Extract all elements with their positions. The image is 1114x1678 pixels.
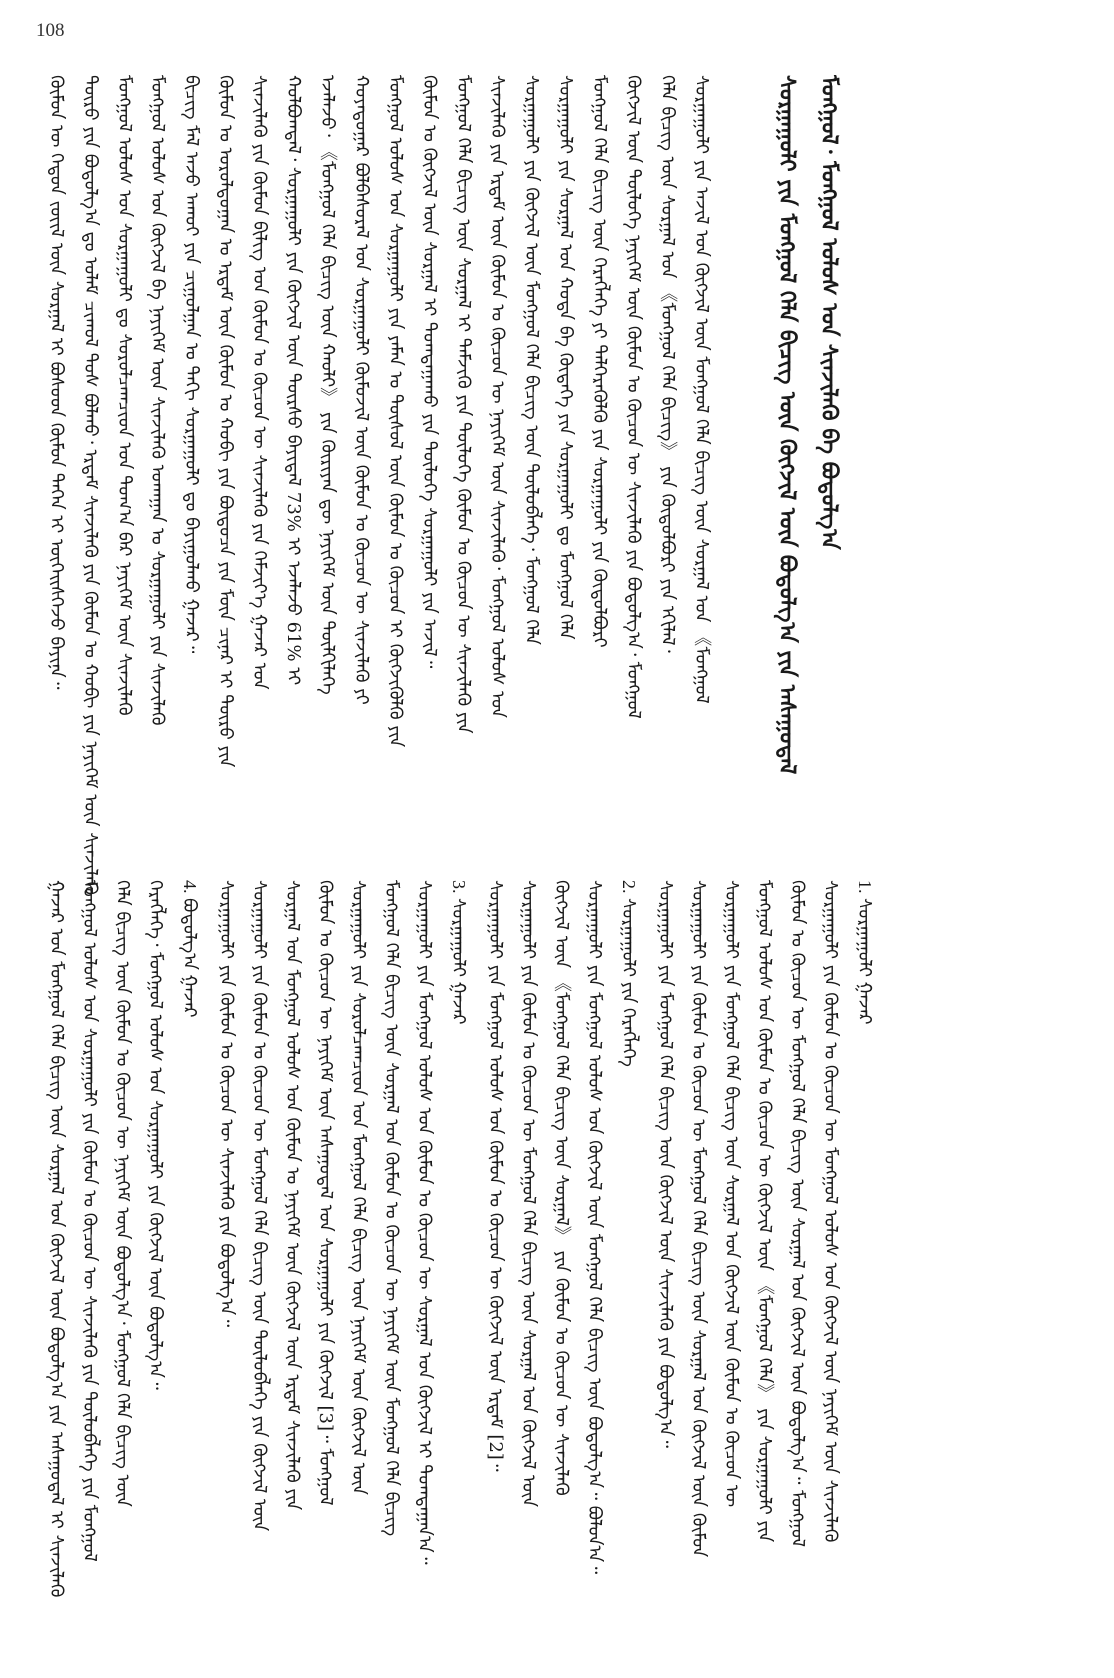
- text-column: ᠰᠤᠷᠭᠠᠭᠤᠯᠢ ᠶᠢᠨ ᠮᠣᠩᠭᠣᠯ ᠤᠯᠤᠰ ᠤᠨ ᠬᠦᠮᠦᠨ ᠤ ᠬᠦᠴᠦᠨ ᠦ ᠰᠤᠷᠭᠠᠯ ᠤᠨ ᠬᠥᠭᠵᠢᠯ ᠢ ᠲᠣᠭᠲᠠᠭᠠᠨ᠎ᠠ᠃: [414, 880, 435, 1565]
- text-column: ᠰᠤᠷᠭᠠᠭᠤᠯᠢ ᠶᠢᠨ ᠬᠦᠮᠦᠨ ᠤ ᠬᠦᠴᠦᠨ ᠦ ᠮᠣᠩᠭᠣᠯ ᠤᠯᠤᠰ ᠤᠨ ᠬᠥᠭᠵᠢᠯ ᠦᠨ ᠨᠡᠶᠢᠭᠡᠮ ᠦᠨ ᠰᠢᠨᠵᠢᠯᠡᠬᠦ: [820, 880, 841, 1543]
- text-column: ᠰᠤᠷᠭᠠᠭᠤᠯᠢ ᠶᠢᠨ ᠠᠵᠢᠯ ᠤᠨ ᠬᠥᠭᠵᠢᠯ ᠦᠨ ᠮᠣᠩᠭᠣᠯ ᠬᠡᠯᠡ ᠪᠢᠴᠢᠭ᠌ ᠦᠨ ᠰᠤᠷᠭᠠᠯ ᠤᠨ 《ᠮᠣᠩᠭᠣᠯ: [691, 75, 712, 704]
- text-column: ᠬᠣᠯᠪᠣᠭᠳᠠᠯ᠂ ᠰᠤᠷᠭᠠᠭᠤᠯᠢ ᠶᠢᠨ ᠬᠥᠭᠵᠢᠯ ᠦᠨ ᠳᠦᠷᠰᠦ ᠪᠠᠶᠢᠳᠠᠯ 73% ᠢ ᠡᠵᠡᠯᠡᠵᠦ 61% ᠢ: [283, 75, 304, 686]
- text-column: ᠰᠤᠷᠭᠠᠭᠤᠯᠢ ᠶᠢᠨ ᠬᠦᠮᠦᠨ ᠤ ᠬᠦᠴᠦᠨ ᠦ ᠮᠣᠩᠭᠣᠯ ᠬᠡᠯᠡ ᠪᠢᠴᠢᠭ᠌ ᠦᠨ ᠰᠤᠷᠭᠠᠯ ᠤᠨ ᠬᠥᠭᠵᠢᠯ ᠦᠨ ᠬᠦᠮᠦᠨ: [688, 880, 709, 1558]
- section-heading: 1. ᠰᠤᠷᠭᠠᠭᠤᠯᠢ ᠭᠠᠵᠠᠷ: [855, 880, 875, 1025]
- text-column: ᠬᠣᠶᠠᠳᠤᠭᠠᠷ ᠪᠣᠯᠪᠠᠰᠤᠷᠠᠯ ᠤᠨ ᠰᠤᠷᠭᠠᠭᠤᠯᠢ ᠬᠦᠮᠦᠵᠢᠯ ᠦᠨ ᠬᠦᠮᠦᠨ ᠤ ᠬᠦᠴᠦᠨ ᠦ ᠰᠢᠨᠵᠢᠯᠡᠬᠦ ᠶᠢ: [351, 75, 372, 705]
- text-column: ᠮᠣᠩᠭᠣᠯ ᠤᠯᠤᠰ ᠤᠨ ᠬᠦᠮᠦᠨ ᠤ ᠬᠦᠴᠦᠨ ᠦ ᠬᠥᠭᠵᠢᠯ ᠦᠨ 《ᠮᠣᠩᠭᠣᠯ ᠬᠡᠯᠡ》 ᠶᠢᠨ ᠰᠤᠷᠭᠠᠭᠤᠯᠢ ᠶᠢᠨ: [754, 880, 775, 1543]
- text-column: ᠮᠣᠩᠭᠣᠯ ᠬᠡᠯᠡ ᠪᠢᠴᠢᠭ᠌ ᠦᠨ ᠰᠤᠷᠭᠠᠯ ᠢ ᠳᠡᠮᠵᠢᠬᠦ ᠶᠢᠨ ᠲᠥᠯᠦᠭᠡ ᠬᠦᠮᠦᠨ ᠤ ᠬᠦᠴᠦᠨ ᠦ ᠰᠢᠨᠵᠢᠯᠡᠬᠦ ᠶᠢᠨ: [453, 75, 474, 734]
- text-column: ᠰᠤᠷᠭᠠᠯ ᠤᠨ ᠮᠣᠩᠭᠣᠯ ᠤᠯᠤᠰ ᠤᠨ ᠬᠦᠮᠦᠨ ᠤ ᠨᠡᠶᠢᠭᠡᠮ ᠦᠨ ᠬᠥᠭᠵᠢᠯ ᠦᠨ ᠡᠷᠳᠡᠮ ᠰᠢᠨᠵᠢᠯᠡᠬᠦ ᠶᠢᠨ: [282, 880, 303, 1511]
- text-column: ᠮᠣᠩᠭᠣᠯ ᠬᠡᠯᠡ ᠪᠢᠴᠢᠭ᠌ ᠦᠨ ᠰᠤᠷᠭᠠᠯ ᠤᠨ ᠬᠦᠮᠦᠨ ᠤ ᠬᠦᠴᠦᠨ ᠦ ᠨᠡᠶᠢᠭᠡᠮ ᠦᠨ ᠮᠣᠩᠭᠣᠯ ᠬᠡᠯᠡ ᠪᠢᠴᠢᠭ᠌: [381, 880, 402, 1537]
- text-column: ᠰᠢᠨᠵᠢᠯᠡᠬᠦ ᠶᠢᠨ ᠡᠷᠳᠡᠮ ᠦᠨ ᠬᠦᠮᠦᠨ ᠤ ᠬᠦᠴᠦᠨ ᠦ ᠨᠡᠶᠢᠭᠡᠮ ᠦᠨ ᠰᠢᠨᠵᠢᠯᠡᠬᠦ᠂ ᠮᠣᠩᠭᠣᠯ ᠤᠯᠤᠰ ᠤᠨ: [487, 75, 508, 718]
- text-column: ᠮᠣᠩᠭᠣᠯ ᠤᠯᠤᠰ ᠤᠨ ᠰᠤᠷᠭᠠᠭᠤᠯᠢ ᠶᠢᠨ ᠶᠠᠮᠠᠨ ᠤ ᠲᠥᠰᠦᠯ ᠦᠨ ᠬᠦᠮᠦᠨ ᠤ ᠬᠦᠴᠦᠨ ᠢ ᠬᠥᠭᠵᠢᠭᠦᠯᠬᠦ ᠶᠢᠨ: [385, 75, 406, 748]
- text-column: ᠬᠡᠯᠡ ᠪᠢᠴᠢᠭ᠌ ᠦᠨ ᠰᠤᠷᠭᠠᠯ ᠤᠨ 《ᠮᠣᠩᠭᠣᠯ ᠬᠡᠯᠡ ᠪᠢᠴᠢᠭ᠌》 ᠶᠢᠨ ᠬᠥᠲᠦᠯᠪᠦᠷᠢ ᠶᠢᠨ ᠡᠬᠢᠯᠡᠯ᠂: [657, 75, 678, 653]
- text-column: ᠬᠡᠷᠡᠭᠯᠡᠭᠡ᠂ ᠮᠣᠩᠭᠣᠯ ᠤᠯᠤᠰ ᠤᠨ ᠰᠤᠷᠭᠠᠭᠤᠯᠢ ᠶᠢᠨ ᠬᠥᠭᠵᠢᠯ ᠦᠨ ᠪᠣᠳᠣᠯᠭ᠎ᠠ᠃: [145, 880, 166, 1390]
- text-column: ᠮᠣᠩᠭᠣᠯ ᠤᠯᠤᠰ ᠤᠨ ᠬᠥᠭᠵᠢᠯ ᠪᠠ ᠨᠡᠶᠢᠭᠡᠮ ᠦᠨ ᠰᠢᠨᠵᠢᠯᠡᠬᠦ ᠤᠬᠠᠭᠠᠨ ᠤ ᠰᠤᠷᠭᠠᠭᠤᠯᠢ ᠶᠢᠨ ᠰᠢᠨᠵᠢᠯᠡᠬᠦ: [147, 75, 168, 726]
- text-column: ᠡᠵᠡᠯᠡᠵᠦ᠂ 《ᠮᠣᠩᠭᠣᠯ ᠬᠡᠯᠡ ᠪᠢᠴᠢᠭ᠌ ᠦᠨ ᠬᠠᠤᠯᠢ》 ᠶᠢᠨ ᠬᠦᠷᠢᠶᠡᠨ ᠳᠦ ᠨᠡᠶᠢᠭᠡᠮ ᠦᠨ ᠲᠦᠯᠬᠢᠯᠡᠭᠡ: [317, 75, 338, 695]
- text-column: ᠬᠦᠮᠦᠨ ᠤ ᠬᠦᠴᠦᠨ ᠦ ᠨᠡᠶᠢᠭᠡᠮ ᠦᠨ ᠠᠰᠠᠭᠤᠳᠠᠯ ᠤᠨ ᠰᠤᠷᠭᠠᠭᠤᠯᠢ ᠶᠢᠨ ᠬᠥᠭᠵᠢᠯ [3]᠃ ᠮᠣᠩᠭᠣᠯ: [315, 880, 336, 1506]
- text-column: ᠭᠠᠵᠠᠷ ᠤᠨ ᠮᠣᠩᠭᠣᠯ ᠬᠡᠯᠡ ᠪᠢᠴᠢᠭ᠌ ᠦᠨ ᠰᠤᠷᠭᠠᠯ ᠤᠨ ᠬᠥᠭᠵᠢᠯ ᠦᠨ ᠪᠣᠳᠣᠯᠭ᠎ᠠ ᠶᠢᠨ ᠠᠰᠠᠭᠤᠳᠠᠯ ᠢ ᠰᠢᠨᠵᠢᠯᠡᠬᠦ: [46, 880, 67, 1598]
- text-column: ᠰᠢᠨᠵᠢᠯᠡᠬᠦ ᠶᠢᠨ ᠬᠦᠮᠦᠨ ᠪᠢᠯᠢᠭ ᠤᠨ ᠬᠦᠮᠦᠨ ᠤ ᠬᠦᠴᠦᠨ ᠦ ᠰᠢᠨᠵᠢᠯᠡᠬᠦ ᠶᠢᠨ ᠬᠡᠮᠵᠢᠶ᠎ᠡ ᠭᠠᠵᠠᠷ ᠤᠨ: [249, 75, 270, 690]
- text-column: ᠮᠣᠩᠭᠣᠯ ᠬᠡᠯᠡ ᠪᠢᠴᠢᠭ᠌ ᠦᠨ ᠬᠡᠷᠡᠭᠯᠡᠭᠡ ᠶᠢ ᠳᠡᠯᠭᠡᠷᠡᠭᠦᠯᠬᠦ ᠶᠢᠨ ᠰᠤᠷᠭᠠᠭᠤᠯᠢ ᠶᠢᠨ ᠬᠥᠲᠦᠯᠪᠦᠷᠢ: [589, 75, 610, 648]
- bottom-section: [0, 880, 1114, 1650]
- text-column: ᠬᠥᠭᠵᠢᠯ ᠦᠨ ᠲᠥᠯᠦᠭᠡ ᠨᠡᠶᠢᠭᠡᠮ ᠦᠨ ᠬᠦᠮᠦᠨ ᠤ ᠬᠦᠴᠦᠨ ᠦ ᠰᠢᠨᠵᠢᠯᠡᠬᠦ ᠶᠢᠨ ᠪᠣᠳᠣᠯᠭ᠎ᠠ᠂ ᠮᠣᠩᠭᠣᠯ: [623, 75, 644, 719]
- text-column: ᠰᠤᠷᠭᠠᠭᠤᠯᠢ ᠶᠢᠨ ᠬᠥᠭᠵᠢᠯ ᠦᠨ ᠮᠣᠩᠭᠣᠯ ᠬᠡᠯᠡ ᠪᠢᠴᠢᠭ᠌ ᠦᠨ ᠲᠥᠯᠦᠪᠯᠡᠭᠡ᠂ ᠮᠣᠩᠭᠣᠯ ᠬᠡᠯᠡ: [521, 75, 542, 645]
- text-column: ᠰᠤᠷᠭᠠᠭᠤᠯᠢ ᠶᠢᠨ ᠬᠦᠮᠦᠨ ᠤ ᠬᠦᠴᠦᠨ ᠦ ᠰᠢᠨᠵᠢᠯᠡᠬᠦ ᠶᠢᠨ ᠪᠣᠳᠣᠯᠭ᠎ᠠ᠃: [216, 880, 237, 1328]
- text-column: ᠮᠣᠩᠭᠣᠯ ᠤᠯᠤᠰ ᠤᠨ ᠰᠤᠷᠭᠠᠭᠤᠯᠢ ᠶᠢᠨ ᠬᠦᠮᠦᠨ ᠤ ᠬᠦᠴᠦᠨ ᠦ ᠰᠢᠨᠵᠢᠯᠡᠬᠦ ᠶᠢᠨ ᠲᠥᠯᠦᠪᠯᠡᠭᠡ ᠶᠢᠨ ᠮᠣᠩᠭᠣᠯ: [79, 880, 100, 1562]
- text-column: ᠬᠦᠮᠦᠨ ᠤ ᠬᠥᠭᠵᠢᠯ ᠦᠨ ᠰᠤᠷᠭᠠᠯ ᠢ ᠲᠣᠭᠲᠠᠭᠠᠬᠤ ᠶᠢᠨ ᠲᠥᠯᠦᠭᠡ ᠰᠤᠷᠭᠠᠭᠤᠯᠢ ᠶᠢᠨ ᠠᠵᠢᠯ᠃: [419, 75, 440, 669]
- text-column: ᠰᠤᠷᠭᠠᠭᠤᠯᠢ ᠶᠢᠨ ᠬᠦᠮᠦᠨ ᠤ ᠬᠦᠴᠦᠨ ᠦ ᠮᠣᠩᠭᠣᠯ ᠬᠡᠯᠡ ᠪᠢᠴᠢᠭ᠌ ᠦᠨ ᠰᠤᠷᠭᠠᠯ ᠤᠨ ᠬᠥᠭᠵᠢᠯ ᠦᠨ: [518, 880, 539, 1508]
- text-column: ᠮᠣᠩᠭᠣᠯ ᠤᠯᠤᠰ ᠤᠨ ᠰᠤᠷᠭᠠᠭᠤᠯᠢ ᠳᠤ ᠰᠤᠷᠤᠯᠴᠠᠭᠴᠢᠳ ᠤᠨ ᠲᠣᠭ᠎ᠠ ᠪᠠᠷ ᠨᠡᠶᠢᠭᠡᠮ ᠦᠨ ᠰᠢᠨᠵᠢᠯᠡᠬᠦ: [114, 75, 135, 716]
- text-column: ᠰᠤᠷᠭᠠᠭᠤᠯᠢ ᠶᠢᠨ ᠮᠣᠩᠭᠣᠯ ᠤᠯᠤᠰ ᠤᠨ ᠬᠦᠮᠦᠨ ᠤ ᠬᠦᠴᠦᠨ ᠦ ᠬᠥᠭᠵᠢᠯ ᠦᠨ ᠡᠷᠳᠡᠮ [2]᠃: [485, 880, 506, 1472]
- text-column: ᠲᠦᠷᠦ ᠶᠢᠨ ᠪᠣᠳᠣᠯᠭ᠎ᠠ ᠳᠤ ᠤᠯᠠᠮ ᠴᠢᠬᠤᠯ ᠲᠤᠰ ᠪᠣᠯᠬᠤ᠂ ᠡᠷᠳᠡᠮ ᠰᠢᠨᠵᠢᠯᠡᠬᠦ ᠶᠢᠨ ᠬᠦᠮᠦᠨ ᠤ ᠬᠤᠪᠢ ᠶᠢᠨ ᠨᠡᠶᠢᠭᠡᠮ ᠦᠨ ᠰᠢᠨᠵᠢᠯᠡᠬᠦ: [80, 75, 101, 895]
- section-heading: 3. ᠰᠤᠷᠭᠠᠭᠤᠯᠢ ᠭᠠᠵᠠᠷ: [449, 880, 469, 1025]
- text-column: ᠬᠥᠭᠵᠢᠯ ᠦᠨ 《ᠮᠣᠩᠭᠣᠯ ᠬᠡᠯᠡ ᠪᠢᠴᠢᠭ᠌ ᠦᠨ ᠰᠤᠷᠭᠠᠯ》 ᠶᠢᠨ ᠬᠦᠮᠦᠨ ᠤ ᠬᠦᠴᠦᠨ ᠦ ᠰᠢᠨᠵᠢᠯᠡᠬᠦ: [551, 880, 572, 1496]
- text-column: ᠪᠢᠴᠢᠭ᠌ ᠮᠠᠯ ᠠᠵᠤ ᠠᠬᠤᠢ ᠶᠢᠨ ᠴᠢᠭᠤᠯᠭᠠᠨ ᠤ ᠲᠡᠬᠢ ᠰᠤᠷᠭᠠᠭᠤᠯᠢ ᠳᠤ ᠪᠠᠶᠢᠭᠤᠯᠬᠤ ᠭᠠᠵᠠᠷ᠃: [181, 75, 202, 654]
- text-column: ᠬᠡᠯᠡ ᠪᠢᠴᠢᠭ᠌ ᠦᠨ ᠬᠦᠮᠦᠨ ᠤ ᠬᠦᠴᠦᠨ ᠦ ᠨᠡᠶᠢᠭᠡᠮ ᠦᠨ ᠪᠣᠳᠣᠯᠭ᠎ᠠ᠂ ᠮᠣᠩᠭᠣᠯ ᠬᠡᠯᠡ ᠪᠢᠴᠢᠭ᠌ ᠦᠨ: [112, 880, 133, 1507]
- text-column: ᠰᠤᠷᠭᠠᠭᠤᠯᠢ ᠶᠢᠨ ᠮᠣᠩᠭᠣᠯ ᠬᠡᠯᠡ ᠪᠢᠴᠢᠭ᠌ ᠦᠨ ᠬᠥᠭᠵᠢᠯ ᠦᠨ ᠰᠢᠨᠵᠢᠯᠡᠬᠦ ᠶᠢᠨ ᠪᠣᠳᠣᠯᠭ᠎ᠠ᠃: [655, 880, 676, 1449]
- section-title: ᠮᠣᠩᠭᠣᠯ᠂ ᠮᠣᠩᠭᠣᠯ ᠤᠯᠤᠰ ᠤᠨ ᠰᠢᠨᠵᠢᠯᠡᠬᠦ ᠪᠠ ᠪᠣᠳᠣᠯᠭ᠎ᠠ: [816, 75, 842, 550]
- section-heading: 4. ᠪᠣᠳᠣᠯᠭ᠎ᠠ ᠭᠠᠵᠠᠷ: [180, 880, 200, 1018]
- text-column: ᠰᠤᠷᠭᠠᠭᠤᠯᠢ ᠶᠢᠨ ᠰᠤᠷᠤᠯᠴᠠᠭᠴᠢᠳ ᠤᠨ ᠮᠣᠩᠭᠣᠯ ᠬᠡᠯᠡ ᠪᠢᠴᠢᠭ᠌ ᠦᠨ ᠨᠡᠶᠢᠭᠡᠮ ᠦᠨ ᠬᠥᠭᠵᠢᠯ ᠦᠨ: [348, 880, 369, 1495]
- text-column: ᠰᠤᠷᠭᠠᠭᠤᠯᠢ ᠶᠢᠨ ᠮᠣᠩᠭᠣᠯ ᠬᠡᠯᠡ ᠪᠢᠴᠢᠭ᠌ ᠦᠨ ᠰᠤᠷᠭᠠᠯ ᠤᠨ ᠬᠥᠭᠵᠢᠯ ᠦᠨ ᠬᠦᠮᠦᠨ ᠤ ᠬᠦᠴᠦᠨ ᠦ: [721, 880, 742, 1508]
- section-title: ᠰᠤᠷᠭᠠᠭᠤᠯᠢ ᠶᠢᠨ ᠮᠣᠩᠭᠣᠯ ᠬᠡᠯᠡ ᠪᠢᠴᠢᠭ᠌ ᠦᠨ ᠬᠥᠭᠵᠢᠯ ᠦᠨ ᠪᠣᠳᠣᠯᠭ᠎ᠠ ᠶᠢᠨ ᠠᠰᠠᠭᠤᠳᠠᠯ: [774, 75, 800, 775]
- page-number: 108: [36, 20, 65, 41]
- text-column: ᠰᠤᠷᠭᠠᠭᠤᠯᠢ ᠶᠢᠨ ᠮᠣᠩᠭᠣᠯ ᠤᠯᠤᠰ ᠤᠨ ᠬᠥᠭᠵᠢᠯ ᠦᠨ ᠮᠣᠩᠭᠣᠯ ᠬᠡᠯᠡ ᠪᠢᠴᠢᠭ᠌ ᠦᠨ ᠪᠣᠳᠣᠯᠭ᠎ᠠ᠃ ᠪᠣᠯᠤᠨ᠎ᠠ᠃: [584, 880, 605, 1575]
- text-column: ᠬᠦᠮᠦᠨ ᠤ ᠤᠷᠤᠯᠳᠤᠭᠠᠨ ᠤ ᠡᠷᠳᠡᠮ ᠦᠨ ᠬᠦᠮᠦᠨ ᠤ ᠬᠤᠪᠢ ᠶᠢᠨ ᠪᠦᠲᠦᠴᠡ ᠶᠢᠨ ᠮᠥᠨ ᠴᠢᠨᠠᠷ ᠢ ᠲᠦᠷᠦ ᠶᠢᠨ: [215, 75, 236, 768]
- text-column: ᠰᠤᠷᠭᠠᠭᠤᠯᠢ ᠶᠢᠨ ᠬᠦᠮᠦᠨ ᠤ ᠬᠦᠴᠦᠨ ᠦ ᠮᠣᠩᠭᠣᠯ ᠬᠡᠯᠡ ᠪᠢᠴᠢᠭ᠌ ᠦᠨ ᠲᠥᠯᠦᠪᠯᠡᠭᠡ ᠶᠢᠨ ᠬᠥᠭᠵᠢᠯ ᠦᠨ: [249, 880, 270, 1532]
- text-column: ᠬᠦᠮᠦᠨ ᠤ ᠬᠦᠴᠦᠨ ᠦ ᠮᠣᠩᠭᠣᠯ ᠬᠡᠯᠡ ᠪᠢᠴᠢᠭ᠌ ᠦᠨ ᠰᠤᠷᠭᠠᠯ ᠤᠨ ᠬᠥᠭᠵᠢᠯ ᠦᠨ ᠪᠣᠳᠣᠯᠭ᠎ᠠ᠃ ᠮᠣᠩᠭᠣᠯ: [787, 880, 808, 1548]
- text-column: ᠰᠤᠷᠭᠠᠭᠤᠯᠢ ᠶᠢᠨ ᠰᠤᠷᠭᠠᠯ ᠤᠨ ᠬᠣᠲᠠ ᠪᠠ ᠬᠥᠳᠡᠭᠡ ᠶᠢᠨ ᠰᠤᠷᠭᠠᠭᠤᠯᠢ ᠳᠤ ᠮᠣᠩᠭᠣᠯ ᠬᠡᠯᠡ: [555, 75, 576, 640]
- section-heading: 2. ᠰᠤᠷᠭᠠᠭᠤᠯᠢ ᠶᠢᠨ ᠬᠡᠷᠡᠭᠯᠡᠭᠡ: [619, 880, 639, 1067]
- top-section: [0, 75, 1114, 895]
- text-column: ᠬᠦᠮᠦᠨ ᠦ ᠬᠡᠳᠦᠨ ᠵᠦᠢᠯ ᠦᠨ ᠰᠤᠷᠭᠠᠯ ᠢ ᠪᠤᠰᠤᠳ ᠬᠦᠮᠦᠨ ᠲᠡᠭᠡᠨ ᠢ ᠦᠬᠡᠢᠰᠬᠡᠵᠦ ᠪᠠᠶᠢᠨᠠ᠃: [46, 75, 67, 690]
